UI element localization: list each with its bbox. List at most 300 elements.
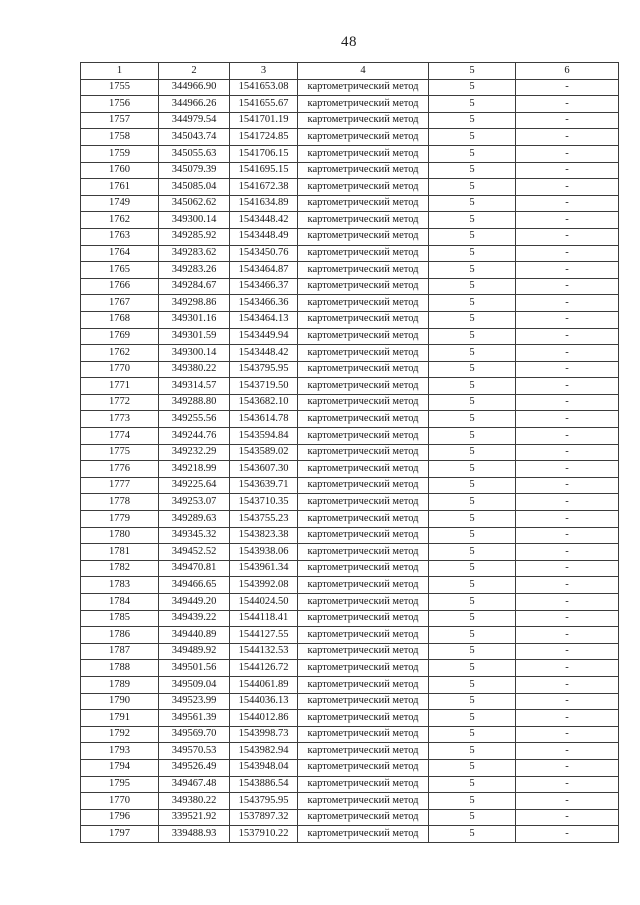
table-row xyxy=(81,311,619,328)
table-row xyxy=(81,394,619,411)
cell-method: картометрический метод xyxy=(298,809,429,826)
table-row xyxy=(81,328,619,345)
table-row xyxy=(81,461,619,478)
cell-accuracy: 5 xyxy=(429,809,516,826)
cell-coordinate-y: 1541655.67 xyxy=(230,96,298,113)
cell-accuracy: 5 xyxy=(429,328,516,345)
cell-method: картометрический метод xyxy=(298,212,429,229)
cell-note: - xyxy=(516,826,619,843)
table-row xyxy=(81,228,619,245)
cell-coordinate-x: 339521.92 xyxy=(159,809,230,826)
cell-note: - xyxy=(516,594,619,611)
cell-note: - xyxy=(516,759,619,776)
cell-note: - xyxy=(516,162,619,179)
table-row xyxy=(81,660,619,677)
cell-coordinate-y: 1543795.95 xyxy=(230,361,298,378)
cell-note: - xyxy=(516,345,619,362)
cell-point-number: 1765 xyxy=(81,262,159,279)
table-row xyxy=(81,776,619,793)
cell-coordinate-x: 349300.14 xyxy=(159,345,230,362)
cell-note: - xyxy=(516,461,619,478)
cell-method: картометрический метод xyxy=(298,660,429,677)
cell-coordinate-y: 1544127.55 xyxy=(230,627,298,644)
cell-point-number: 1782 xyxy=(81,560,159,577)
cell-accuracy: 5 xyxy=(429,693,516,710)
cell-note: - xyxy=(516,511,619,528)
cell-coordinate-y: 1541672.38 xyxy=(230,179,298,196)
cell-coordinate-x: 349561.39 xyxy=(159,710,230,727)
cell-method: картометрический метод xyxy=(298,776,429,793)
table-row xyxy=(81,278,619,295)
table-row xyxy=(81,726,619,743)
table-row xyxy=(81,444,619,461)
cell-note: - xyxy=(516,195,619,212)
cell-method: картометрический метод xyxy=(298,461,429,478)
table-row xyxy=(81,594,619,611)
cell-coordinate-x: 349570.53 xyxy=(159,743,230,760)
cell-method: картометрический метод xyxy=(298,311,429,328)
cell-accuracy: 5 xyxy=(429,610,516,627)
cell-coordinate-y: 1543710.35 xyxy=(230,494,298,511)
cell-point-number: 1764 xyxy=(81,245,159,262)
cell-point-number: 1783 xyxy=(81,577,159,594)
cell-accuracy: 5 xyxy=(429,195,516,212)
cell-note: - xyxy=(516,444,619,461)
table-row xyxy=(81,179,619,196)
cell-method: картометрический метод xyxy=(298,610,429,627)
header-col-4: 4 xyxy=(298,63,429,80)
table-row xyxy=(81,79,619,96)
cell-method: картометрический метод xyxy=(298,278,429,295)
cell-note: - xyxy=(516,793,619,810)
table-row xyxy=(81,212,619,229)
cell-point-number: 1770 xyxy=(81,793,159,810)
table-row xyxy=(81,494,619,511)
cell-accuracy: 5 xyxy=(429,560,516,577)
cell-coordinate-x: 349300.14 xyxy=(159,212,230,229)
table-row xyxy=(81,627,619,644)
cell-coordinate-x: 349314.57 xyxy=(159,378,230,395)
cell-point-number: 1768 xyxy=(81,311,159,328)
cell-note: - xyxy=(516,477,619,494)
cell-accuracy: 5 xyxy=(429,129,516,146)
table-header-row xyxy=(81,63,619,80)
cell-point-number: 1788 xyxy=(81,660,159,677)
cell-coordinate-y: 1543594.84 xyxy=(230,428,298,445)
table-row xyxy=(81,245,619,262)
cell-accuracy: 5 xyxy=(429,179,516,196)
cell-point-number: 1790 xyxy=(81,693,159,710)
cell-coordinate-y: 1541695.15 xyxy=(230,162,298,179)
cell-coordinate-y: 1543948.04 xyxy=(230,759,298,776)
cell-method: картометрический метод xyxy=(298,411,429,428)
cell-coordinate-y: 1541724.85 xyxy=(230,129,298,146)
cell-accuracy: 5 xyxy=(429,278,516,295)
cell-point-number: 1756 xyxy=(81,96,159,113)
cell-point-number: 1793 xyxy=(81,743,159,760)
cell-accuracy: 5 xyxy=(429,676,516,693)
cell-accuracy: 5 xyxy=(429,577,516,594)
cell-point-number: 1776 xyxy=(81,461,159,478)
cell-accuracy: 5 xyxy=(429,643,516,660)
cell-coordinate-x: 349569.70 xyxy=(159,726,230,743)
cell-coordinate-x: 349467.48 xyxy=(159,776,230,793)
cell-method: картометрический метод xyxy=(298,345,429,362)
table-row xyxy=(81,527,619,544)
cell-coordinate-y: 1544036.13 xyxy=(230,693,298,710)
cell-method: картометрический метод xyxy=(298,112,429,129)
cell-accuracy: 5 xyxy=(429,112,516,129)
cell-accuracy: 5 xyxy=(429,345,516,362)
cell-coordinate-x: 349380.22 xyxy=(159,793,230,810)
cell-coordinate-x: 349218.99 xyxy=(159,461,230,478)
cell-coordinate-x: 349489.92 xyxy=(159,643,230,660)
cell-coordinate-x: 349289.63 xyxy=(159,511,230,528)
cell-coordinate-y: 1543998.73 xyxy=(230,726,298,743)
cell-coordinate-y: 1543938.06 xyxy=(230,544,298,561)
cell-coordinate-y: 1537910.22 xyxy=(230,826,298,843)
table-header xyxy=(81,63,619,80)
cell-note: - xyxy=(516,428,619,445)
cell-note: - xyxy=(516,743,619,760)
cell-point-number: 1774 xyxy=(81,428,159,445)
cell-note: - xyxy=(516,560,619,577)
cell-point-number: 1772 xyxy=(81,394,159,411)
cell-note: - xyxy=(516,411,619,428)
cell-point-number: 1761 xyxy=(81,179,159,196)
cell-accuracy: 5 xyxy=(429,511,516,528)
cell-coordinate-x: 349244.76 xyxy=(159,428,230,445)
cell-point-number: 1762 xyxy=(81,212,159,229)
table-row xyxy=(81,428,619,445)
cell-accuracy: 5 xyxy=(429,295,516,312)
cell-point-number: 1749 xyxy=(81,195,159,212)
cell-note: - xyxy=(516,228,619,245)
cell-note: - xyxy=(516,643,619,660)
cell-coordinate-x: 349345.32 xyxy=(159,527,230,544)
cell-point-number: 1785 xyxy=(81,610,159,627)
cell-accuracy: 5 xyxy=(429,793,516,810)
coordinates-table xyxy=(80,62,619,843)
cell-accuracy: 5 xyxy=(429,162,516,179)
cell-point-number: 1795 xyxy=(81,776,159,793)
cell-note: - xyxy=(516,378,619,395)
cell-accuracy: 5 xyxy=(429,311,516,328)
table-row xyxy=(81,610,619,627)
cell-coordinate-x: 349283.26 xyxy=(159,262,230,279)
cell-coordinate-y: 1543961.34 xyxy=(230,560,298,577)
cell-coordinate-x: 349440.89 xyxy=(159,627,230,644)
cell-coordinate-x: 349284.67 xyxy=(159,278,230,295)
cell-coordinate-y: 1541653.08 xyxy=(230,79,298,96)
cell-method: картометрический метод xyxy=(298,511,429,528)
cell-point-number: 1771 xyxy=(81,378,159,395)
cell-coordinate-x: 349523.99 xyxy=(159,693,230,710)
table-row xyxy=(81,345,619,362)
cell-method: картометрический метод xyxy=(298,560,429,577)
cell-coordinate-y: 1543466.36 xyxy=(230,295,298,312)
cell-method: картометрический метод xyxy=(298,129,429,146)
cell-coordinate-y: 1544012.86 xyxy=(230,710,298,727)
cell-method: картометрический метод xyxy=(298,627,429,644)
table-row xyxy=(81,560,619,577)
cell-point-number: 1796 xyxy=(81,809,159,826)
cell-point-number: 1766 xyxy=(81,278,159,295)
cell-note: - xyxy=(516,494,619,511)
cell-accuracy: 5 xyxy=(429,494,516,511)
cell-coordinate-x: 349255.56 xyxy=(159,411,230,428)
cell-note: - xyxy=(516,776,619,793)
cell-coordinate-x: 345079.39 xyxy=(159,162,230,179)
cell-note: - xyxy=(516,726,619,743)
cell-note: - xyxy=(516,112,619,129)
cell-coordinate-x: 344979.54 xyxy=(159,112,230,129)
table-row xyxy=(81,676,619,693)
cell-coordinate-x: 349509.04 xyxy=(159,676,230,693)
cell-note: - xyxy=(516,245,619,262)
cell-method: картометрический метод xyxy=(298,96,429,113)
cell-point-number: 1758 xyxy=(81,129,159,146)
table-row xyxy=(81,361,619,378)
cell-note: - xyxy=(516,295,619,312)
cell-coordinate-x: 349298.86 xyxy=(159,295,230,312)
cell-note: - xyxy=(516,577,619,594)
cell-point-number: 1755 xyxy=(81,79,159,96)
cell-method: картометрический метод xyxy=(298,793,429,810)
header-col-5: 5 xyxy=(429,63,516,80)
cell-note: - xyxy=(516,627,619,644)
cell-coordinate-y: 1541634.89 xyxy=(230,195,298,212)
cell-note: - xyxy=(516,278,619,295)
cell-coordinate-x: 349285.92 xyxy=(159,228,230,245)
cell-coordinate-x: 349225.64 xyxy=(159,477,230,494)
cell-coordinate-x: 345062.62 xyxy=(159,195,230,212)
cell-coordinate-y: 1543682.10 xyxy=(230,394,298,411)
cell-method: картометрический метод xyxy=(298,826,429,843)
cell-accuracy: 5 xyxy=(429,660,516,677)
cell-coordinate-x: 339488.93 xyxy=(159,826,230,843)
cell-coordinate-x: 349253.07 xyxy=(159,494,230,511)
cell-method: картометрический метод xyxy=(298,544,429,561)
cell-coordinate-y: 1543589.02 xyxy=(230,444,298,461)
cell-coordinate-x: 349301.59 xyxy=(159,328,230,345)
table-row xyxy=(81,809,619,826)
cell-method: картометрический метод xyxy=(298,295,429,312)
cell-note: - xyxy=(516,361,619,378)
cell-accuracy: 5 xyxy=(429,594,516,611)
cell-method: картометрический метод xyxy=(298,577,429,594)
cell-method: картометрический метод xyxy=(298,494,429,511)
cell-coordinate-y: 1543639.71 xyxy=(230,477,298,494)
cell-point-number: 1777 xyxy=(81,477,159,494)
cell-point-number: 1780 xyxy=(81,527,159,544)
cell-method: картометрический метод xyxy=(298,361,429,378)
table-body xyxy=(81,79,619,842)
cell-point-number: 1759 xyxy=(81,145,159,162)
cell-coordinate-x: 349470.81 xyxy=(159,560,230,577)
cell-coordinate-y: 1543466.37 xyxy=(230,278,298,295)
cell-accuracy: 5 xyxy=(429,477,516,494)
cell-point-number: 1789 xyxy=(81,676,159,693)
cell-note: - xyxy=(516,212,619,229)
header-col-2: 2 xyxy=(159,63,230,80)
cell-note: - xyxy=(516,544,619,561)
cell-method: картометрический метод xyxy=(298,759,429,776)
cell-coordinate-x: 349452.52 xyxy=(159,544,230,561)
cell-coordinate-x: 349439.22 xyxy=(159,610,230,627)
table-row xyxy=(81,262,619,279)
cell-coordinate-y: 1544024.50 xyxy=(230,594,298,611)
cell-coordinate-y: 1543614.78 xyxy=(230,411,298,428)
cell-point-number: 1794 xyxy=(81,759,159,776)
cell-point-number: 1784 xyxy=(81,594,159,611)
table-row xyxy=(81,793,619,810)
table-row xyxy=(81,826,619,843)
cell-method: картометрический метод xyxy=(298,477,429,494)
cell-method: картометрический метод xyxy=(298,693,429,710)
cell-note: - xyxy=(516,710,619,727)
cell-coordinate-y: 1543992.08 xyxy=(230,577,298,594)
cell-accuracy: 5 xyxy=(429,544,516,561)
cell-point-number: 1762 xyxy=(81,345,159,362)
cell-coordinate-x: 344966.26 xyxy=(159,96,230,113)
cell-point-number: 1786 xyxy=(81,627,159,644)
cell-note: - xyxy=(516,394,619,411)
cell-accuracy: 5 xyxy=(429,212,516,229)
cell-note: - xyxy=(516,129,619,146)
cell-note: - xyxy=(516,610,619,627)
table-row xyxy=(81,96,619,113)
cell-coordinate-x: 349501.56 xyxy=(159,660,230,677)
cell-point-number: 1792 xyxy=(81,726,159,743)
cell-note: - xyxy=(516,262,619,279)
table-row xyxy=(81,162,619,179)
cell-note: - xyxy=(516,311,619,328)
cell-accuracy: 5 xyxy=(429,79,516,96)
table-row xyxy=(81,710,619,727)
table-row xyxy=(81,477,619,494)
cell-method: картометрический метод xyxy=(298,328,429,345)
cell-point-number: 1797 xyxy=(81,826,159,843)
cell-point-number: 1787 xyxy=(81,643,159,660)
cell-coordinate-y: 1543448.42 xyxy=(230,212,298,229)
cell-accuracy: 5 xyxy=(429,826,516,843)
cell-point-number: 1773 xyxy=(81,411,159,428)
table-row xyxy=(81,693,619,710)
cell-note: - xyxy=(516,809,619,826)
cell-accuracy: 5 xyxy=(429,743,516,760)
cell-point-number: 1769 xyxy=(81,328,159,345)
cell-method: картометрический метод xyxy=(298,245,429,262)
table-row xyxy=(81,743,619,760)
cell-accuracy: 5 xyxy=(429,759,516,776)
cell-coordinate-y: 1543448.49 xyxy=(230,228,298,245)
cell-coordinate-y: 1544126.72 xyxy=(230,660,298,677)
cell-point-number: 1760 xyxy=(81,162,159,179)
cell-accuracy: 5 xyxy=(429,461,516,478)
cell-accuracy: 5 xyxy=(429,96,516,113)
cell-point-number: 1781 xyxy=(81,544,159,561)
cell-accuracy: 5 xyxy=(429,361,516,378)
header-col-1: 1 xyxy=(81,63,159,80)
cell-coordinate-y: 1543464.87 xyxy=(230,262,298,279)
cell-accuracy: 5 xyxy=(429,228,516,245)
cell-note: - xyxy=(516,96,619,113)
cell-point-number: 1767 xyxy=(81,295,159,312)
cell-method: картометрический метод xyxy=(298,79,429,96)
cell-coordinate-x: 349449.20 xyxy=(159,594,230,611)
cell-method: картометрический метод xyxy=(298,726,429,743)
cell-method: картометрический метод xyxy=(298,527,429,544)
table-row xyxy=(81,511,619,528)
cell-note: - xyxy=(516,527,619,544)
cell-coordinate-y: 1543448.42 xyxy=(230,345,298,362)
cell-coordinate-y: 1541706.15 xyxy=(230,145,298,162)
header-col-3: 3 xyxy=(230,63,298,80)
cell-accuracy: 5 xyxy=(429,710,516,727)
cell-method: картометрический метод xyxy=(298,162,429,179)
cell-accuracy: 5 xyxy=(429,627,516,644)
cell-coordinate-x: 349526.49 xyxy=(159,759,230,776)
cell-accuracy: 5 xyxy=(429,262,516,279)
cell-coordinate-x: 349466.65 xyxy=(159,577,230,594)
header-col-6: 6 xyxy=(516,63,619,80)
cell-coordinate-y: 1543607.30 xyxy=(230,461,298,478)
cell-accuracy: 5 xyxy=(429,245,516,262)
cell-coordinate-y: 1543886.54 xyxy=(230,776,298,793)
cell-note: - xyxy=(516,676,619,693)
cell-method: картометрический метод xyxy=(298,179,429,196)
cell-coordinate-x: 349380.22 xyxy=(159,361,230,378)
table-row xyxy=(81,577,619,594)
cell-method: картометрический метод xyxy=(298,428,429,445)
page-number: 48 xyxy=(341,34,357,50)
cell-method: картометрический метод xyxy=(298,145,429,162)
cell-point-number: 1775 xyxy=(81,444,159,461)
cell-method: картометрический метод xyxy=(298,743,429,760)
cell-coordinate-y: 1543719.50 xyxy=(230,378,298,395)
cell-method: картометрический метод xyxy=(298,444,429,461)
cell-accuracy: 5 xyxy=(429,394,516,411)
cell-note: - xyxy=(516,179,619,196)
cell-coordinate-y: 1544061.89 xyxy=(230,676,298,693)
table-row xyxy=(81,145,619,162)
cell-coordinate-x: 345085.04 xyxy=(159,179,230,196)
cell-method: картометрический метод xyxy=(298,676,429,693)
cell-method: картометрический метод xyxy=(298,195,429,212)
table-row xyxy=(81,544,619,561)
cell-coordinate-y: 1543464.13 xyxy=(230,311,298,328)
cell-coordinate-y: 1537897.32 xyxy=(230,809,298,826)
cell-accuracy: 5 xyxy=(429,444,516,461)
cell-coordinate-x: 345043.74 xyxy=(159,129,230,146)
table-row xyxy=(81,411,619,428)
cell-note: - xyxy=(516,660,619,677)
cell-coordinate-y: 1543823.38 xyxy=(230,527,298,544)
cell-accuracy: 5 xyxy=(429,411,516,428)
cell-coordinate-x: 349232.29 xyxy=(159,444,230,461)
cell-method: картометрический метод xyxy=(298,394,429,411)
cell-coordinate-x: 349288.80 xyxy=(159,394,230,411)
cell-note: - xyxy=(516,79,619,96)
table-row xyxy=(81,195,619,212)
cell-coordinate-x: 349301.16 xyxy=(159,311,230,328)
cell-coordinate-y: 1544132.53 xyxy=(230,643,298,660)
cell-coordinate-y: 1543449.94 xyxy=(230,328,298,345)
cell-method: картометрический метод xyxy=(298,378,429,395)
cell-accuracy: 5 xyxy=(429,776,516,793)
cell-point-number: 1763 xyxy=(81,228,159,245)
